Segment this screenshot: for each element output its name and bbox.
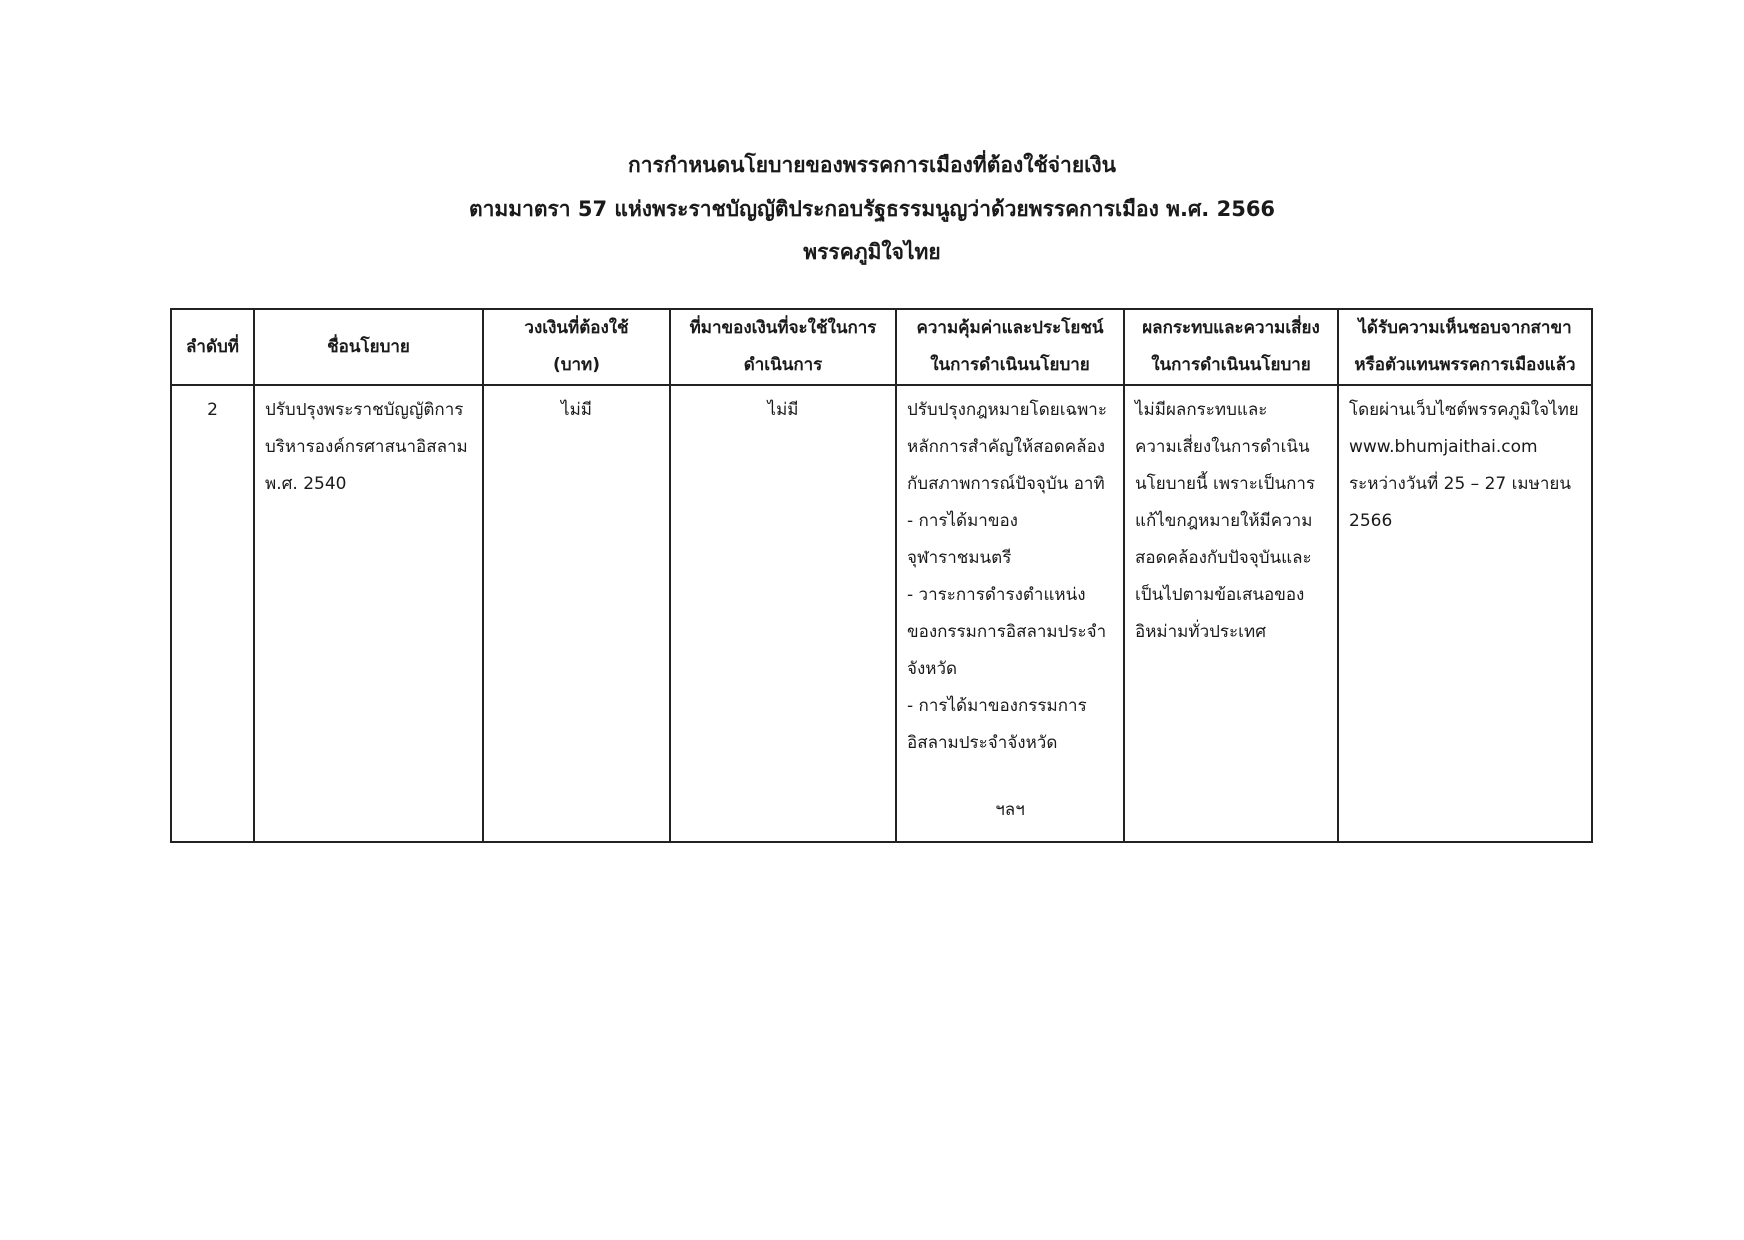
- party-name: พรรคภูมิใจไทย: [803, 240, 941, 264]
- header-funding-source: ที่มาของเงินที่จะใช้ในการ ดำเนินการ: [670, 309, 896, 385]
- cell-approval: โดยผ่านเว็บไซต์พรรคภูมิใจไทย www.bhumjaithai.com ระหว่างวันที่ 25 – 27 เมษายน 2566: [1338, 385, 1592, 842]
- cell-no: 2: [171, 385, 254, 842]
- cell-risk: ไม่มีผลกระทบและ ความเสี่ยงในการดำเนิน นโยบายนี้ เพราะเป็นการ แก้ไขกฎหมายให้มีความ สอดคล้องกับปัจจุบันและ เป็นไปตามข้อเสนอของ อิหม่ามทั่วประเทศ: [1124, 385, 1338, 842]
- website-url: www.bhumjaithai.com: [1349, 437, 1538, 457]
- table-header-row: [171, 309, 1592, 385]
- page-subtitle: ตามมาตรา 57 แห่งพระราชบัญญัติประกอบรัฐธรรมนูญว่าด้วยพรรคการเมือง พ.ศ. 2566: [468, 197, 1276, 221]
- header-benefit: ความคุ้มค่าและประโยชน์ ในการดำเนินนโยบาย: [896, 309, 1124, 385]
- header-approval: ได้รับความเห็นชอบจากสาขา หรือตัวแทนพรรคการเมืองแล้ว: [1338, 309, 1592, 385]
- header-no: ลำดับที่: [171, 309, 254, 385]
- header-policy-name: ชื่อนโยบาย: [254, 309, 483, 385]
- page-title: การกำหนดนโยบายของพรรคการเมืองที่ต้องใช้จ่ายเงิน: [628, 153, 1116, 177]
- cell-policy-name: ปรับปรุงพระราชบัญญัติการ บริหารองค์กรศาสนาอิสลาม พ.ศ. 2540: [254, 385, 483, 842]
- etc-marker: ฯลฯ: [995, 800, 1025, 820]
- cell-funding-source: ไม่มี: [670, 385, 896, 842]
- policy-table: [170, 308, 1593, 843]
- table-row: [171, 385, 1592, 842]
- cell-budget: ไม่มี: [483, 385, 670, 842]
- header-budget: วงเงินที่ต้องใช้ (บาท): [483, 309, 670, 385]
- cell-benefit: ปรับปรุงกฎหมายโดยเฉพาะ หลักการสำคัญให้สอดคล้อง กับสภาพการณ์ปัจจุบัน อาทิ - การได้มาของ จุฬาราชมนตรี - วาระการดำรงตำแหน่ง ของกรรมการอิสลามประจำ จังหวัด - การได้มาของกรรมการ อิสลามประจำจังหวัด ฯลฯ: [896, 385, 1124, 842]
- header-risk: ผลกระทบและความเสี่ยง ในการดำเนินนโยบาย: [1124, 309, 1338, 385]
